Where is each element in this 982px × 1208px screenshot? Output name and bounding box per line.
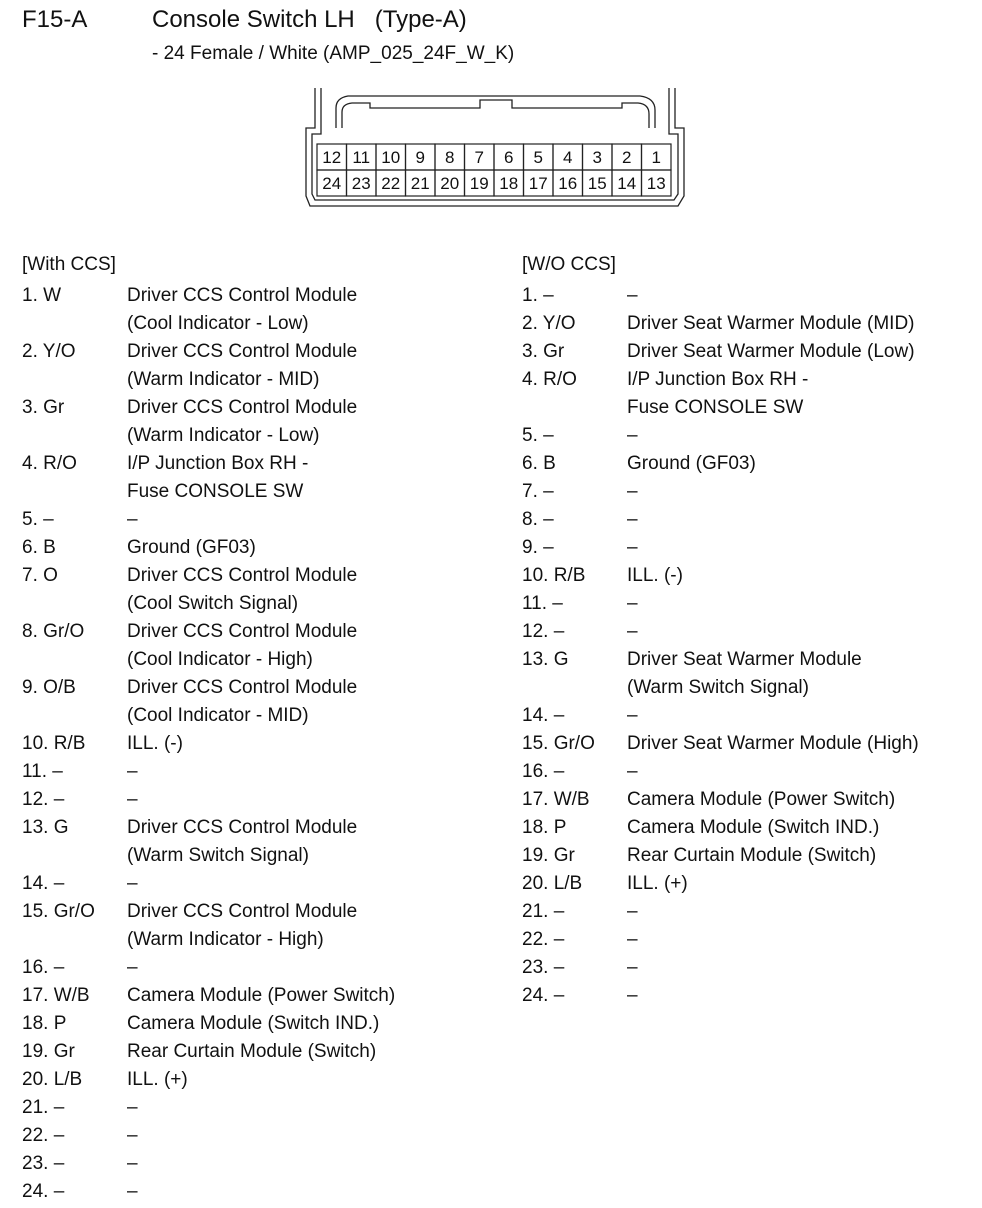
pin-description: Camera Module (Switch IND.) xyxy=(627,817,880,838)
pin-label: 13. G xyxy=(22,817,69,838)
title-text: Console Switch LH xyxy=(152,6,355,33)
pin-label: 16. – xyxy=(522,761,565,782)
pin-row xyxy=(22,870,395,898)
pin-description: Ground (GF03) xyxy=(127,537,256,558)
pin-row xyxy=(522,562,919,590)
pin-label: 24. – xyxy=(22,1181,65,1202)
pin-row xyxy=(22,898,395,954)
pin-description: – xyxy=(627,593,638,614)
pin-row xyxy=(22,674,395,730)
pin-description: – xyxy=(127,1153,138,1174)
pin-row xyxy=(22,450,395,506)
pin-row xyxy=(522,926,919,954)
pin-number: 21 xyxy=(410,174,430,193)
pin-row xyxy=(22,1066,395,1094)
pin-description: – xyxy=(127,1181,138,1202)
pin-number: 20 xyxy=(440,174,460,193)
pin-label: 12. – xyxy=(522,621,565,642)
pin-label: 17. W/B xyxy=(522,789,590,810)
pin-number: 9 xyxy=(415,148,425,167)
pin-row xyxy=(22,814,395,870)
pin-description: ILL. (+) xyxy=(127,1069,188,1090)
pin-label: 16. – xyxy=(22,957,65,978)
pin-description: – xyxy=(627,621,638,642)
pin-label: 20. L/B xyxy=(522,873,583,894)
without-ccs-heading: [W/O CCS] xyxy=(522,254,616,275)
pin-description: – xyxy=(127,873,138,894)
pin-description: – xyxy=(627,901,638,922)
pin-row xyxy=(522,982,919,1010)
pin-row xyxy=(522,730,919,758)
pin-label: 4. R/O xyxy=(522,369,577,390)
pin-row xyxy=(522,450,919,478)
pin-label: 19. Gr xyxy=(522,845,575,866)
pin-description: – xyxy=(127,509,138,530)
pin-row xyxy=(22,982,395,1010)
pin-number: 22 xyxy=(381,174,401,193)
pin-description: – xyxy=(627,761,638,782)
pin-description: – xyxy=(127,1097,138,1118)
pin-row xyxy=(522,366,919,422)
connector-diagram xyxy=(300,84,690,214)
pin-label: 5. – xyxy=(522,425,554,446)
pin-row xyxy=(22,954,395,982)
pin-description: – xyxy=(627,285,638,306)
pin-number: 24 xyxy=(322,174,342,193)
pin-row xyxy=(522,898,919,926)
pin-description: Driver Seat Warmer Module (Low) xyxy=(627,341,915,362)
pin-description: – xyxy=(627,509,638,530)
pin-number: 8 xyxy=(445,148,455,167)
pin-description: ILL. (+) xyxy=(627,873,688,894)
pin-label: 3. Gr xyxy=(522,341,565,362)
pin-row xyxy=(522,758,919,786)
pin-description: – xyxy=(127,789,138,810)
pin-number: 11 xyxy=(352,148,371,167)
pin-description: Camera Module (Power Switch) xyxy=(127,985,396,1006)
pin-description: – xyxy=(627,481,638,502)
pin-number: 23 xyxy=(351,174,371,193)
pin-description: Driver CCS Control Module (Warm Switch Signal) xyxy=(127,817,358,866)
pin-row xyxy=(22,1038,395,1066)
pin-description: Driver CCS Control Module (Warm Indicator - Low) xyxy=(127,397,358,446)
pin-row xyxy=(522,842,919,870)
pin-label: 9. – xyxy=(522,537,554,558)
pin-row xyxy=(522,506,919,534)
pin-row xyxy=(522,310,919,338)
pin-label: 10. R/B xyxy=(22,733,86,754)
pin-number: 17 xyxy=(528,174,548,193)
without-ccs-pin-list xyxy=(522,282,919,1010)
pin-label: 2. Y/O xyxy=(522,313,576,334)
pin-label: 1. – xyxy=(522,285,554,306)
pin-label: 23. – xyxy=(522,957,565,978)
pin-row xyxy=(522,478,919,506)
pin-row xyxy=(22,1094,395,1122)
pin-description: – xyxy=(627,957,638,978)
pin-description: Driver CCS Control Module (Cool Switch Signal) xyxy=(127,565,358,614)
pin-description: Driver CCS Control Module (Cool Indicator - Low) xyxy=(127,285,358,334)
pin-number: 5 xyxy=(533,148,543,167)
pin-label: 9. O/B xyxy=(22,677,76,698)
pin-label: 5. – xyxy=(22,509,54,530)
with-ccs-pin-list xyxy=(22,282,395,1206)
pin-label: 14. – xyxy=(522,705,565,726)
pin-row xyxy=(22,506,395,534)
pin-description: Camera Module (Switch IND.) xyxy=(127,1013,380,1034)
pin-label: 18. P xyxy=(522,817,567,838)
pin-row xyxy=(522,786,919,814)
pin-number: 2 xyxy=(622,148,632,167)
pin-description: Rear Curtain Module (Switch) xyxy=(627,845,877,866)
connector-type: (Type-A) xyxy=(374,6,467,33)
pin-label: 4. R/O xyxy=(22,453,77,474)
pin-row xyxy=(522,422,919,450)
pin-label: 22. – xyxy=(522,929,565,950)
pin-description: – xyxy=(127,957,138,978)
pin-label: 11. – xyxy=(22,761,63,782)
pin-label: 18. P xyxy=(22,1013,67,1034)
pin-label: 23. – xyxy=(22,1153,65,1174)
pin-description: – xyxy=(627,929,638,950)
pin-description: I/P Junction Box RH - Fuse CONSOLE SW xyxy=(627,369,809,418)
pin-description: Driver Seat Warmer Module (High) xyxy=(627,733,919,754)
pin-description: ILL. (-) xyxy=(627,565,683,586)
pin-number: 4 xyxy=(563,148,573,167)
pin-row xyxy=(522,338,919,366)
pin-label: 13. G xyxy=(522,649,569,670)
connector-title xyxy=(152,6,467,34)
pin-label: 22. – xyxy=(22,1125,65,1146)
pin-row xyxy=(22,282,395,338)
pin-label: 12. – xyxy=(22,789,65,810)
pin-number: 1 xyxy=(651,148,661,167)
pin-number: 10 xyxy=(381,148,401,167)
pin-label: 11. – xyxy=(522,593,563,614)
pin-label: 10. R/B xyxy=(522,565,586,586)
pin-number: 19 xyxy=(469,174,489,193)
with-ccs-heading: [With CCS] xyxy=(22,254,116,275)
pin-row xyxy=(22,1122,395,1150)
pin-number: 6 xyxy=(504,148,514,167)
pin-label: 8. – xyxy=(522,509,554,530)
pin-row xyxy=(522,954,919,982)
pin-label: 2. Y/O xyxy=(22,341,76,362)
pin-row xyxy=(22,758,395,786)
pin-label: 19. Gr xyxy=(22,1041,75,1062)
pin-label: 6. B xyxy=(22,537,56,558)
connector-subtitle: - 24 Female / White (AMP_025_24F_W_K) xyxy=(152,43,515,64)
pin-row xyxy=(522,618,919,646)
pin-row xyxy=(22,730,395,758)
pin-description: Driver Seat Warmer Module (Warm Switch Signal) xyxy=(627,649,862,698)
pin-description: Driver CCS Control Module (Warm Indicator - High) xyxy=(127,901,358,950)
pin-description: Driver CCS Control Module (Cool Indicator - MID) xyxy=(127,677,358,726)
pin-row xyxy=(522,870,919,898)
pin-row xyxy=(522,814,919,842)
pin-number: 15 xyxy=(587,174,607,193)
pin-description: – xyxy=(627,537,638,558)
pin-row xyxy=(22,394,395,450)
pin-description: – xyxy=(627,985,638,1006)
pin-number: 13 xyxy=(646,174,666,193)
pin-label: 8. Gr/O xyxy=(22,621,85,642)
pin-label: 7. – xyxy=(522,481,554,502)
pin-row xyxy=(22,562,395,618)
pin-label: 24. – xyxy=(522,985,565,1006)
pin-label: 20. L/B xyxy=(22,1069,83,1090)
pin-grid xyxy=(317,144,671,196)
pin-description: Driver Seat Warmer Module (MID) xyxy=(627,313,915,334)
pin-number: 14 xyxy=(617,174,637,193)
pin-row xyxy=(22,338,395,394)
pin-label: 3. Gr xyxy=(22,397,65,418)
pin-label: 1. W xyxy=(22,285,62,306)
pin-row xyxy=(522,534,919,562)
pin-description: Driver CCS Control Module (Warm Indicator - MID) xyxy=(127,341,358,390)
pin-label: 17. W/B xyxy=(22,985,90,1006)
pin-description: – xyxy=(127,1125,138,1146)
pin-label: 21. – xyxy=(22,1097,65,1118)
pin-label: 21. – xyxy=(522,901,565,922)
pin-label: 15. Gr/O xyxy=(22,901,95,922)
pin-label: 7. O xyxy=(22,565,58,586)
pin-label: 15. Gr/O xyxy=(522,733,595,754)
pin-row xyxy=(22,618,395,674)
pin-description: – xyxy=(127,761,138,782)
pin-row xyxy=(522,590,919,618)
pin-label: 6. B xyxy=(522,453,556,474)
connector-code: F15-A xyxy=(22,6,88,33)
pin-row xyxy=(22,1178,395,1206)
pin-row xyxy=(22,534,395,562)
pin-number: 16 xyxy=(558,174,578,193)
pin-description: – xyxy=(627,705,638,726)
pin-row xyxy=(22,1010,395,1038)
pin-number: 7 xyxy=(474,148,484,167)
pin-description: Camera Module (Power Switch) xyxy=(627,789,896,810)
pin-label: 14. – xyxy=(22,873,65,894)
pin-row xyxy=(522,646,919,702)
pin-description: I/P Junction Box RH - Fuse CONSOLE SW xyxy=(127,453,309,502)
pin-row xyxy=(22,1150,395,1178)
pin-number: 12 xyxy=(322,148,342,167)
pin-row xyxy=(522,702,919,730)
pin-row xyxy=(522,282,919,310)
pin-description: Ground (GF03) xyxy=(627,453,756,474)
pin-description: ILL. (-) xyxy=(127,733,183,754)
pin-row xyxy=(22,786,395,814)
pin-description: Driver CCS Control Module (Cool Indicator - High) xyxy=(127,621,358,670)
pin-description: – xyxy=(627,425,638,446)
pin-description: Rear Curtain Module (Switch) xyxy=(127,1041,377,1062)
pin-number: 3 xyxy=(592,148,602,167)
pin-number: 18 xyxy=(499,174,519,193)
